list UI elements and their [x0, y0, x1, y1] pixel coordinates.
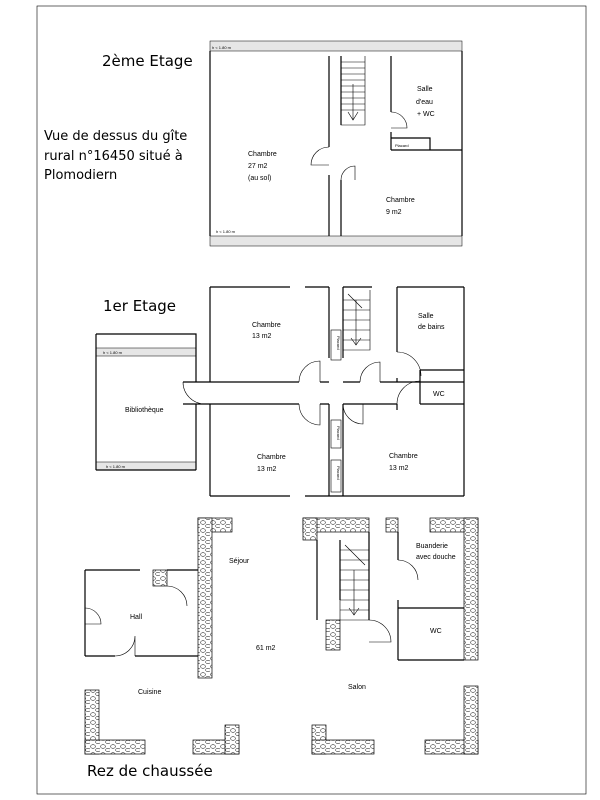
ground-stone-wall-17 — [153, 570, 167, 586]
floor1-placard-2-label: Placard — [336, 426, 341, 440]
ground-stone-wall-2 — [198, 518, 212, 678]
floor1-placard-3-label: Placard — [336, 466, 341, 480]
floor1-door-chambre-se — [343, 404, 363, 424]
floor1-door-bib — [183, 382, 205, 404]
ground-cuisine-name: Cuisine — [138, 689, 162, 696]
floor1-bib-passage — [183, 382, 210, 404]
floor1-salle-bains-line2: de bains — [418, 324, 445, 331]
floor2-chambre-large-note: (au sol) — [248, 175, 272, 182]
floor1-placard-1-label: Placard — [336, 336, 341, 350]
ground-stone-wall-12 — [225, 725, 239, 754]
ground-salon-name: Salon — [348, 684, 366, 691]
floor2-door-bath — [391, 112, 407, 128]
sheet-description-line1: Vue de dessus du gîte — [44, 129, 188, 144]
ground-stone-wall-14 — [312, 740, 374, 754]
floor1-door-stairs — [360, 362, 380, 382]
ground-staircase — [340, 540, 369, 620]
floor1-ceiling-note-bottom: h < 1.80 m — [106, 464, 126, 469]
ground-buanderie-line1: Buanderie — [416, 543, 448, 550]
floor1-door-chambre-sw — [299, 404, 320, 425]
sheet-border — [37, 6, 586, 794]
sheet-description-line2: rural n°16450 situé à — [44, 149, 183, 164]
ground-plan — [85, 518, 478, 754]
floor2-staircase — [341, 56, 365, 125]
floor1-chambre-nw-name: Chambre — [252, 322, 281, 329]
floor2-bottom-eave — [210, 236, 462, 246]
floor1-salle-bains-line1: Salle — [418, 313, 434, 320]
floor2-chambre-large-area: 27 m2 — [248, 163, 268, 170]
floor2-plan — [210, 41, 462, 246]
floor2-chambre-small-area: 9 m2 — [386, 209, 402, 216]
floor2-door-chambre — [311, 147, 329, 165]
ground-hall-walls — [85, 570, 198, 656]
ground-buanderie-door — [398, 560, 418, 580]
ground-stone-wall-10 — [85, 740, 145, 754]
floor1-chambre-sw-area: 13 m2 — [257, 466, 277, 473]
floor1-ceiling-note-top: h < 1.80 m — [103, 350, 123, 355]
floor1-chambre-sw-name: Chambre — [257, 454, 286, 461]
floor1-door-wc — [397, 381, 420, 404]
floor1-plan — [96, 287, 464, 496]
floor1-staircase — [343, 290, 370, 350]
floor2-ceiling-note-top: h < 1.80 m — [212, 45, 232, 50]
floor1-door-chambre-nw — [299, 361, 320, 382]
ground-hall-door-2 — [115, 636, 135, 656]
floor2-placard-label: Placard — [395, 143, 409, 148]
ground-sejour-name: Séjour — [229, 558, 250, 565]
floor1-door-bath — [397, 352, 421, 376]
floor1-chambre-se-area: 13 m2 — [389, 465, 409, 472]
floor1-chambre-se-name: Chambre — [389, 453, 418, 460]
sheet-description-line3: Plomodiern — [44, 168, 118, 183]
floor1-wc-walls — [420, 370, 464, 404]
floor2-salle-eau-line1: Salle — [417, 86, 433, 93]
floor2-outer-walls — [210, 51, 462, 236]
floor2-chambre-small-name: Chambre — [386, 197, 415, 204]
floor2-ceiling-note-bottom: h < 1.80 m — [216, 229, 236, 234]
floor1-chambre-nw-area: 13 m2 — [252, 333, 272, 340]
floor2-salle-eau-line2: d'eau — [416, 99, 433, 106]
ground-stone-wall-16 — [464, 686, 478, 754]
floor2-title: 2ème Etage — [102, 52, 193, 70]
ground-sejour-area: 61 m2 — [256, 645, 276, 652]
floor2-chambre-large-name: Chambre — [248, 151, 277, 158]
ground-stone-wall-5 — [386, 518, 398, 532]
ground-title: Rez de chaussée — [87, 762, 213, 780]
ground-wc-name: WC — [430, 628, 442, 635]
floor2-top-eave — [210, 41, 462, 51]
floor1-wc-name: WC — [433, 391, 445, 398]
floor2-salle-eau-line3: + WC — [417, 111, 435, 118]
floor1-bibliotheque-name: Bibliothèque — [125, 407, 164, 414]
ground-hall-door — [167, 586, 187, 606]
floor2-door-chambre-small — [341, 166, 355, 180]
ground-hall-name: Hall — [130, 614, 143, 621]
ground-stair-door — [369, 620, 391, 642]
floor1-title: 1er Etage — [103, 297, 177, 315]
ground-hall-door-3 — [85, 608, 101, 624]
ground-stone-wall-8 — [326, 620, 340, 650]
ground-stone-wall-7 — [464, 518, 478, 660]
ground-stone-wall-4 — [303, 518, 317, 540]
ground-buanderie-line2: avec douche — [416, 554, 456, 561]
